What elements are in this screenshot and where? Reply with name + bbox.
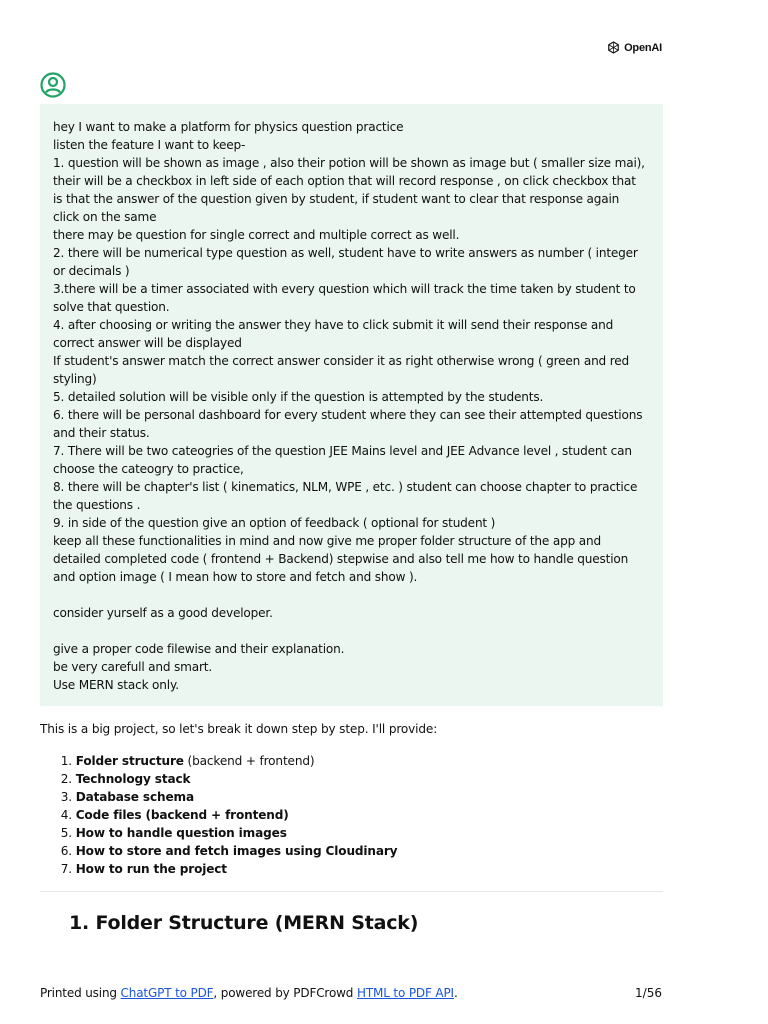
step-number: 3.: [60, 790, 72, 804]
prompt-line: keep all these functionalities in mind and now give me proper folder structure of the app and: [53, 534, 601, 548]
html-to-pdf-api-link[interactable]: HTML to PDF API: [356, 986, 454, 1000]
step-title: Technology stack: [75, 772, 191, 786]
prompt-line: be very carefull and smart.: [53, 660, 213, 674]
prompt-line: and option image ( I mean how to store and fetch and show ).: [53, 570, 418, 584]
prompt-line: click on the same: [53, 210, 157, 224]
prompt-line: If student's answer match the correct answer consider it as right otherwise wrong ( green and red: [53, 354, 629, 368]
step-number: 7.: [60, 862, 72, 876]
step-title: Folder structure: [75, 754, 184, 768]
step-title: Database schema: [75, 790, 194, 804]
prompt-line: choose the cateogry to practice,: [53, 462, 244, 476]
prompt-line: consider yurself as a good developer.: [53, 606, 273, 620]
step-title: How to store and fetch images using Cloudinary: [75, 844, 398, 858]
prompt-line: 2. there will be numerical type question as well, student have to write answers as number ( integer: [53, 246, 638, 260]
prompt-line: the questions .: [53, 498, 141, 512]
footer-prefix: Printed using: [40, 986, 121, 1000]
step-title: How to handle question images: [75, 826, 287, 840]
prompt-line: listen the feature I want to keep-: [53, 138, 246, 152]
prompt-line: 5. detailed solution will be visible only if the question is attempted by the students.: [53, 390, 544, 404]
step-item: [40, 788, 397, 806]
section-heading: 1. Folder Structure (MERN Stack): [69, 912, 419, 934]
prompt-line: hey I want to make a platform for physics question practice: [53, 120, 404, 134]
prompt-line: 7. There will be two cateogries of the question JEE Mains level and JEE Advance level , student can: [53, 444, 632, 458]
prompt-line: 9. in side of the question give an option of feedback ( optional for student ): [53, 516, 496, 530]
user-avatar-icon: [40, 72, 66, 98]
openai-logo-text: OpenAI: [624, 41, 662, 54]
response-steps-list: [40, 752, 397, 878]
openai-logo-icon: [606, 40, 621, 55]
step-item: [40, 806, 397, 824]
step-item: [40, 770, 397, 788]
step-title: How to run the project: [75, 862, 227, 876]
step-item: [40, 824, 397, 842]
prompt-line: give a proper code filewise and their explanation.: [53, 642, 345, 656]
step-number: 6.: [60, 844, 72, 858]
prompt-line: their will be a checkbox in left side of each option that will record response , on click checkbox that: [53, 174, 636, 188]
prompt-line: correct answer will be displayed: [53, 336, 242, 350]
prompt-line: is that the answer of the question given by student, if student want to clear that response again: [53, 192, 620, 206]
prompt-line: 8. there will be chapter's list ( kinematics, NLM, WPE , etc. ) student can choose chapter to practice: [53, 480, 638, 494]
prompt-line: detailed completed code ( frontend + Backend) stepwise and also tell me how to handle question: [53, 552, 629, 566]
response-intro: This is a big project, so let's break it down step by step. I'll provide:: [40, 722, 438, 736]
step-number: 4.: [60, 808, 72, 822]
prompt-line: 4. after choosing or writing the answer they have to click submit it will send their response and: [53, 318, 614, 332]
step-number: 5.: [60, 826, 72, 840]
step-title: Code files (backend + frontend): [75, 808, 289, 822]
openai-logo: [606, 40, 662, 55]
step-item: [40, 860, 397, 878]
footer-middle: , powered by PDFCrowd: [213, 986, 357, 1000]
section-divider: [40, 891, 663, 892]
prompt-line: [53, 586, 651, 604]
footer-credit: [40, 985, 458, 1001]
step-number: 1.: [60, 754, 72, 768]
prompt-line: or decimals ): [53, 264, 130, 278]
step-item: [40, 842, 397, 860]
step-detail: (backend + frontend): [183, 754, 315, 768]
prompt-line: 1. question will be shown as image , also their potion will be shown as image but ( smaller size mai),: [53, 156, 645, 170]
footer-suffix: .: [453, 986, 458, 1000]
prompt-line: and their status.: [53, 426, 150, 440]
chatgpt-to-pdf-link[interactable]: ChatGPT to PDF: [120, 986, 214, 1000]
prompt-line: 6. there will be personal dashboard for every student where they can see their attempted questions: [53, 408, 643, 422]
prompt-line: Use MERN stack only.: [53, 678, 179, 692]
step-item: [40, 752, 397, 770]
page-number: 1/56: [635, 986, 662, 1000]
prompt-line: styling): [53, 372, 97, 386]
step-number: 2.: [60, 772, 72, 786]
prompt-line: there may be question for single correct and multiple correct as well.: [53, 228, 460, 242]
prompt-line: [53, 622, 651, 640]
user-prompt-box: [40, 104, 663, 706]
prompt-line: 3.there will be a timer associated with every question which will track the time taken by student to: [53, 282, 636, 296]
prompt-line: solve that question.: [53, 300, 170, 314]
